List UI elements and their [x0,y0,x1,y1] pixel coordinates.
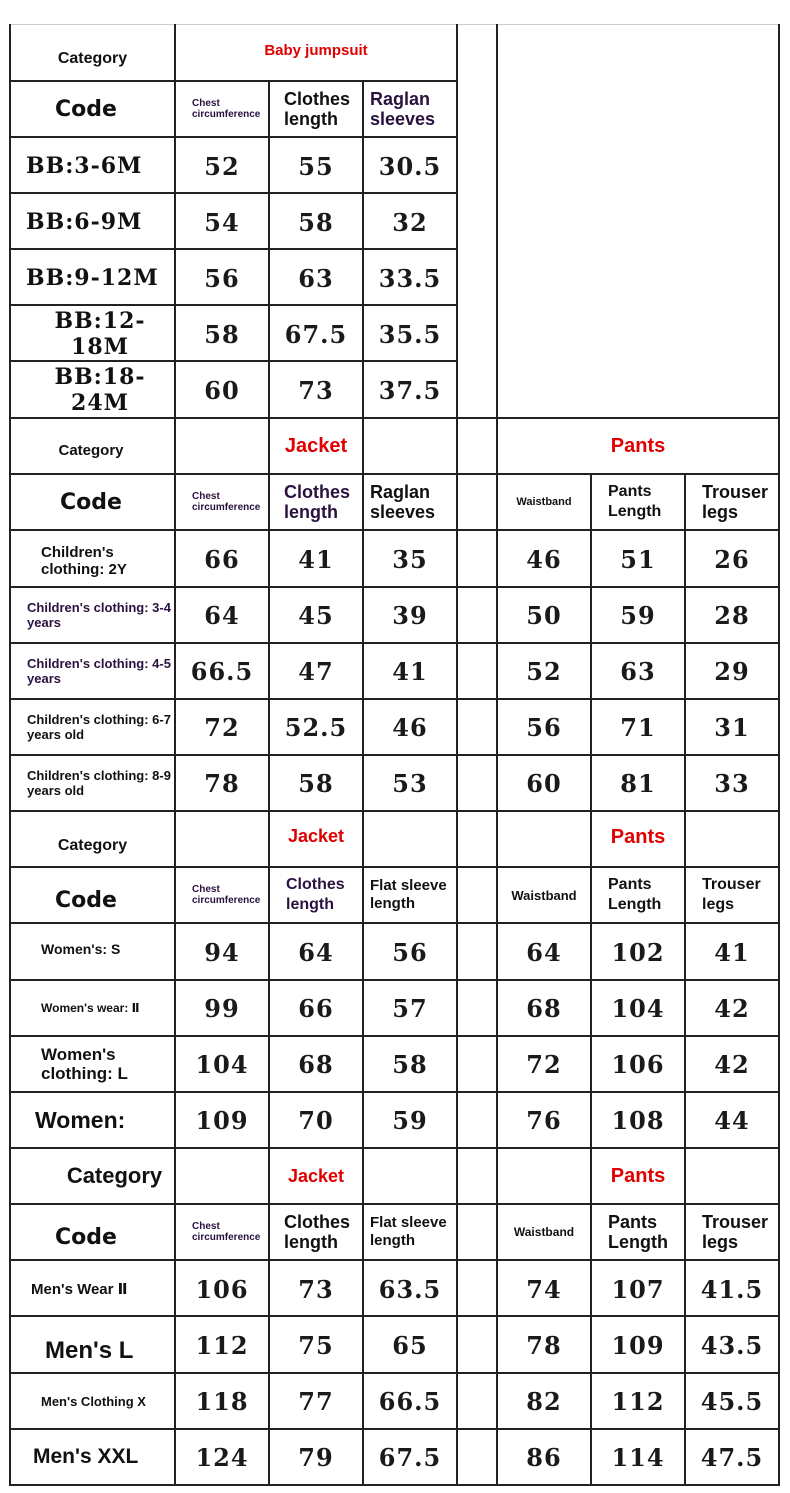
measurement-value: 52 [526,656,562,686]
measurement-value: 52 [204,151,240,181]
measurement-value: 60 [526,768,562,798]
measurement-value: 72 [526,1049,562,1079]
measurement-value: 109 [611,1330,665,1360]
header-waistband: Waistband [511,887,577,903]
measurement-value: 47.5 [700,1442,764,1472]
measurement-value: 29 [714,656,750,686]
section-title-pants: Pants [610,434,666,457]
header-trouser-legs: Trouser legs [702,876,761,913]
measurement-value: 112 [611,1386,665,1416]
header-trouser-legs: Trouser legs [702,1212,769,1252]
measurement-value: 67.5 [284,319,348,349]
size-code: BB:3-6M [26,153,143,179]
section-title-jacket: Jacket [287,1165,345,1186]
measurement-value: 60 [204,375,240,405]
section-title-pants: Pants [610,826,666,848]
measurement-value: 41 [392,656,428,686]
measurement-value: 39 [392,600,428,630]
measurement-value: 81 [620,768,656,798]
section-title-jacket: Jacket [287,826,345,846]
measurement-value: 64 [526,937,562,967]
header-clothes-length: Clothes length [284,482,351,522]
measurement-value: 45 [298,600,334,630]
size-code: Men's L [45,1337,134,1364]
measurement-value: 64 [204,600,240,630]
measurement-value: 73 [298,375,334,405]
header-clothes-length: Clothes length [284,1212,351,1252]
measurement-value: 63.5 [378,1274,442,1304]
measurement-value: 58 [298,768,334,798]
section-title-jacket: Jacket [284,434,348,457]
size-code: Men's XXL [33,1445,139,1468]
measurement-value: 63 [298,263,334,293]
measurement-value: 50 [526,600,562,630]
size-code: Children's clothing: 4-5 years [27,656,171,686]
measurement-value: 82 [526,1386,562,1416]
category-label: Category [57,50,128,67]
header-waistband: Waistband [513,1225,575,1239]
size-code: BB:18-24M [54,364,146,416]
measurement-value: 72 [204,712,240,742]
measurement-value: 46 [392,712,428,742]
measurement-value: 26 [714,544,750,574]
code-label: Code [55,96,117,122]
measurement-value: 109 [195,1105,249,1135]
category-label: Category [58,441,124,459]
measurement-value: 46 [526,544,562,574]
measurement-value: 44 [714,1105,750,1135]
measurement-value: 78 [526,1330,562,1360]
measurement-value: 52.5 [284,712,348,742]
measurement-value: 59 [620,600,656,630]
measurement-value: 112 [195,1330,249,1360]
measurement-value: 55 [298,151,334,181]
measurement-value: 47 [298,656,334,686]
measurement-value: 45.5 [700,1386,764,1416]
measurement-value: 102 [611,937,665,967]
measurement-value: 43.5 [700,1330,764,1360]
measurement-value: 66.5 [378,1386,442,1416]
header-pants-length: Pants Length [608,876,662,913]
header-chest-circumference: Chest circumference [192,1221,261,1243]
size-code: Men's Clothing X [41,1393,146,1409]
code-label: Code [55,1224,117,1250]
measurement-value: 99 [204,993,240,1023]
section-title-pants: Pants [610,1164,666,1187]
size-code: Children's clothing: 3-4 years [27,600,171,630]
measurement-value: 65 [392,1330,428,1360]
header-pants-length: Pants Length [608,483,662,520]
measurement-value: 41 [714,937,750,967]
code-label: Code [55,887,117,913]
header-flat-sleeve-length: Flat sleeve length [370,877,447,912]
size-code: Children's clothing: 2Y [41,544,127,578]
measurement-value: 41 [298,544,334,574]
measurement-value: 66.5 [190,656,254,686]
measurement-value: 106 [611,1049,665,1079]
size-code: Women's wear: Ⅱ [41,1000,140,1015]
measurement-value: 33.5 [378,263,442,293]
measurement-value: 32 [392,207,428,237]
category-label: Category [66,1163,163,1188]
header-waistband: Waistband [516,496,572,508]
measurement-value: 58 [204,319,240,349]
measurement-value: 64 [298,937,334,967]
size-code: Women: [35,1106,126,1133]
measurement-value: 33 [714,768,750,798]
size-code: Men's Wear Ⅱ [31,1280,128,1298]
measurement-value: 73 [298,1274,334,1304]
measurement-value: 67.5 [378,1442,442,1472]
measurement-value: 59 [392,1105,428,1135]
header-trouser-legs: Trouser legs [702,482,769,522]
header-raglan-sleeves: Raglan sleeves [370,89,436,129]
size-code: Children's clothing: 8-9 years old [27,768,171,798]
measurement-value: 118 [195,1386,249,1416]
header-clothes-length: Clothes length [286,876,345,913]
measurement-value: 71 [620,712,656,742]
size-code: BB:9-12M [26,265,159,291]
measurement-value: 68 [526,993,562,1023]
measurement-value: 41.5 [700,1274,764,1304]
measurement-value: 75 [298,1330,334,1360]
measurement-value: 51 [620,544,656,574]
measurement-value: 58 [298,207,334,237]
header-pants-length: Pants Length [608,1212,668,1252]
measurement-value: 76 [526,1105,562,1135]
measurement-value: 58 [392,1049,428,1079]
measurement-value: 30.5 [378,151,442,181]
size-code: Women's clothing: L [41,1045,128,1083]
measurement-value: 63 [620,656,656,686]
header-chest-circumference: Chest circumference [192,98,261,120]
measurement-value: 42 [714,993,750,1023]
measurement-value: 57 [392,993,428,1023]
measurement-value: 66 [204,544,240,574]
size-code: Children's clothing: 6-7 years old [27,712,171,742]
measurement-value: 54 [204,207,240,237]
header-clothes-length: Clothes length [284,89,351,129]
measurement-value: 42 [714,1049,750,1079]
measurement-value: 56 [526,712,562,742]
measurement-value: 86 [526,1442,562,1472]
measurement-value: 35.5 [378,319,442,349]
measurement-value: 68 [298,1049,334,1079]
measurement-value: 114 [611,1442,665,1472]
measurement-value: 124 [195,1442,249,1472]
measurement-value: 78 [204,768,240,798]
measurement-value: 31 [714,712,750,742]
measurement-value: 106 [195,1274,249,1304]
section-title-baby-jumpsuit: Baby jumpsuit [264,42,368,59]
measurement-value: 104 [611,993,665,1023]
measurement-value: 70 [298,1105,334,1135]
measurement-value: 94 [204,937,240,967]
header-flat-sleeve-length: Flat sleeve length [370,1214,447,1249]
size-code: BB:12-18M [54,308,146,360]
header-chest-circumference: Chest circumference [192,491,261,513]
measurement-value: 104 [195,1049,249,1079]
category-label: Category [57,837,128,854]
header-raglan-sleeves: Raglan sleeves [370,482,436,522]
measurement-value: 35 [392,544,428,574]
measurement-value: 56 [392,937,428,967]
size-code: Women's: S [41,941,121,957]
size-code: BB:6-9M [26,209,143,235]
header-chest-circumference: Chest circumference [192,884,261,906]
measurement-value: 74 [526,1274,562,1304]
measurement-value: 53 [392,768,428,798]
measurement-value: 28 [714,600,750,630]
measurement-value: 107 [611,1274,665,1304]
measurement-value: 56 [204,263,240,293]
measurement-value: 37.5 [378,375,442,405]
code-label: Code [60,489,122,515]
measurement-value: 79 [298,1442,334,1472]
measurement-value: 66 [298,993,334,1023]
measurement-value: 108 [611,1105,665,1135]
measurement-value: 77 [298,1386,334,1416]
